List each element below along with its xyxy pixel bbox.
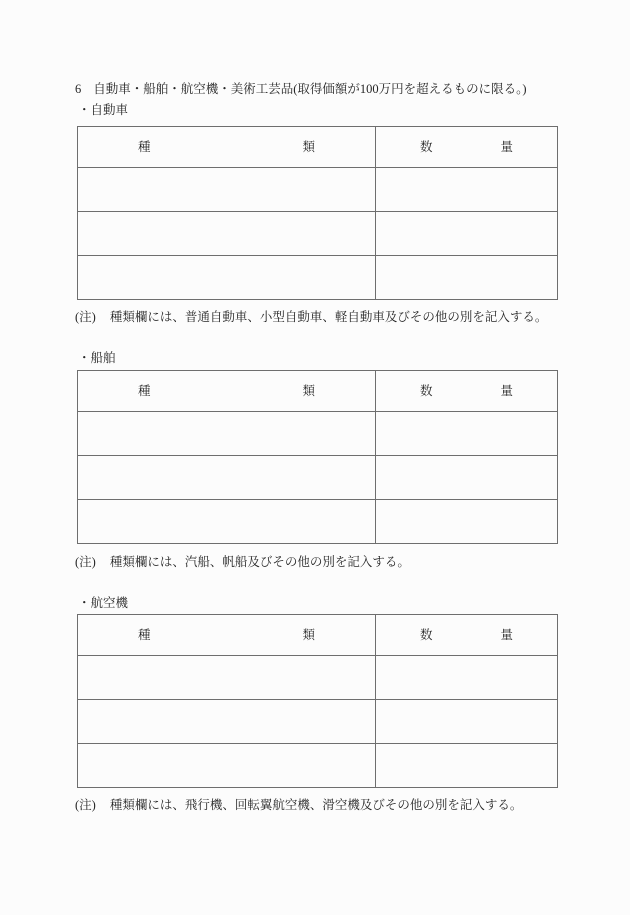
table-row: [78, 744, 558, 788]
heading-text: 自動車・船舶・航空機・美術工芸品(取得価額が100万円を超えるものに限る。): [93, 82, 527, 96]
quantity-header-cell: [376, 127, 558, 168]
table-header-row: [78, 127, 558, 168]
note-label: (注): [75, 310, 96, 324]
kind-entry-cell: [78, 412, 376, 456]
table-row: [78, 700, 558, 744]
table-header-row: [78, 371, 558, 412]
quantity-header-char-left: 数: [420, 139, 433, 154]
note-label: (注): [75, 798, 96, 812]
kind-header-char-left: 種: [138, 627, 151, 642]
kind-header-char-left: 種: [138, 139, 151, 154]
quantity-entry-cell: [376, 456, 558, 500]
quantity-entry-cell: [376, 500, 558, 544]
quantity-entry-cell: [376, 412, 558, 456]
section-label-automobile: ・自動車: [78, 103, 129, 117]
quantity-header-cell: [376, 615, 558, 656]
ship-table: [77, 370, 558, 544]
kind-entry-cell: [78, 500, 376, 544]
quantity-entry-cell: [376, 744, 558, 788]
note-text: 種類欄には、飛行機、回転翼航空機、滑空機及びその他の別を記入する。: [109, 798, 523, 812]
section-label-aircraft: ・航空機: [78, 596, 129, 610]
quantity-entry-cell: [376, 256, 558, 300]
quantity-header-char-right: 量: [500, 139, 513, 154]
kind-entry-cell: [78, 744, 376, 788]
aircraft-table: [77, 614, 558, 788]
aircraft-note: [75, 798, 522, 813]
note-text: 種類欄には、汽船、帆船及びその他の別を記入する。: [109, 555, 410, 569]
heading-number: 6: [75, 82, 82, 96]
table-row: [78, 168, 558, 212]
kind-header-cell: [78, 371, 376, 412]
table-row: [78, 412, 558, 456]
quantity-entry-cell: [376, 656, 558, 700]
kind-header-char-left: 種: [138, 383, 151, 398]
section-label-ship: ・船舶: [78, 351, 116, 365]
automobile-table: [77, 126, 558, 300]
ship-note: [75, 555, 410, 570]
kind-header-cell: [78, 615, 376, 656]
table-row: [78, 500, 558, 544]
kind-entry-cell: [78, 168, 376, 212]
table-header-row: [78, 615, 558, 656]
kind-entry-cell: [78, 456, 376, 500]
kind-header-char-right: 類: [302, 139, 315, 154]
quantity-header-char-right: 量: [500, 383, 513, 398]
quantity-header-char-right: 量: [500, 627, 513, 642]
kind-entry-cell: [78, 700, 376, 744]
note-label: (注): [75, 555, 96, 569]
kind-header-cell: [78, 127, 376, 168]
quantity-header-cell: [376, 371, 558, 412]
quantity-entry-cell: [376, 212, 558, 256]
automobile-note: [75, 310, 547, 325]
section-heading: [75, 82, 527, 97]
quantity-entry-cell: [376, 700, 558, 744]
table-row: [78, 456, 558, 500]
quantity-header-char-left: 数: [420, 383, 433, 398]
kind-header-char-right: 類: [302, 383, 315, 398]
kind-entry-cell: [78, 212, 376, 256]
note-text: 種類欄には、普通自動車、小型自動車、軽自動車及びその他の別を記入する。: [109, 310, 548, 324]
quantity-header-char-left: 数: [420, 627, 433, 642]
kind-entry-cell: [78, 256, 376, 300]
kind-entry-cell: [78, 656, 376, 700]
table-row: [78, 656, 558, 700]
kind-header-char-right: 類: [302, 627, 315, 642]
table-row: [78, 212, 558, 256]
table-row: [78, 256, 558, 300]
quantity-entry-cell: [376, 168, 558, 212]
